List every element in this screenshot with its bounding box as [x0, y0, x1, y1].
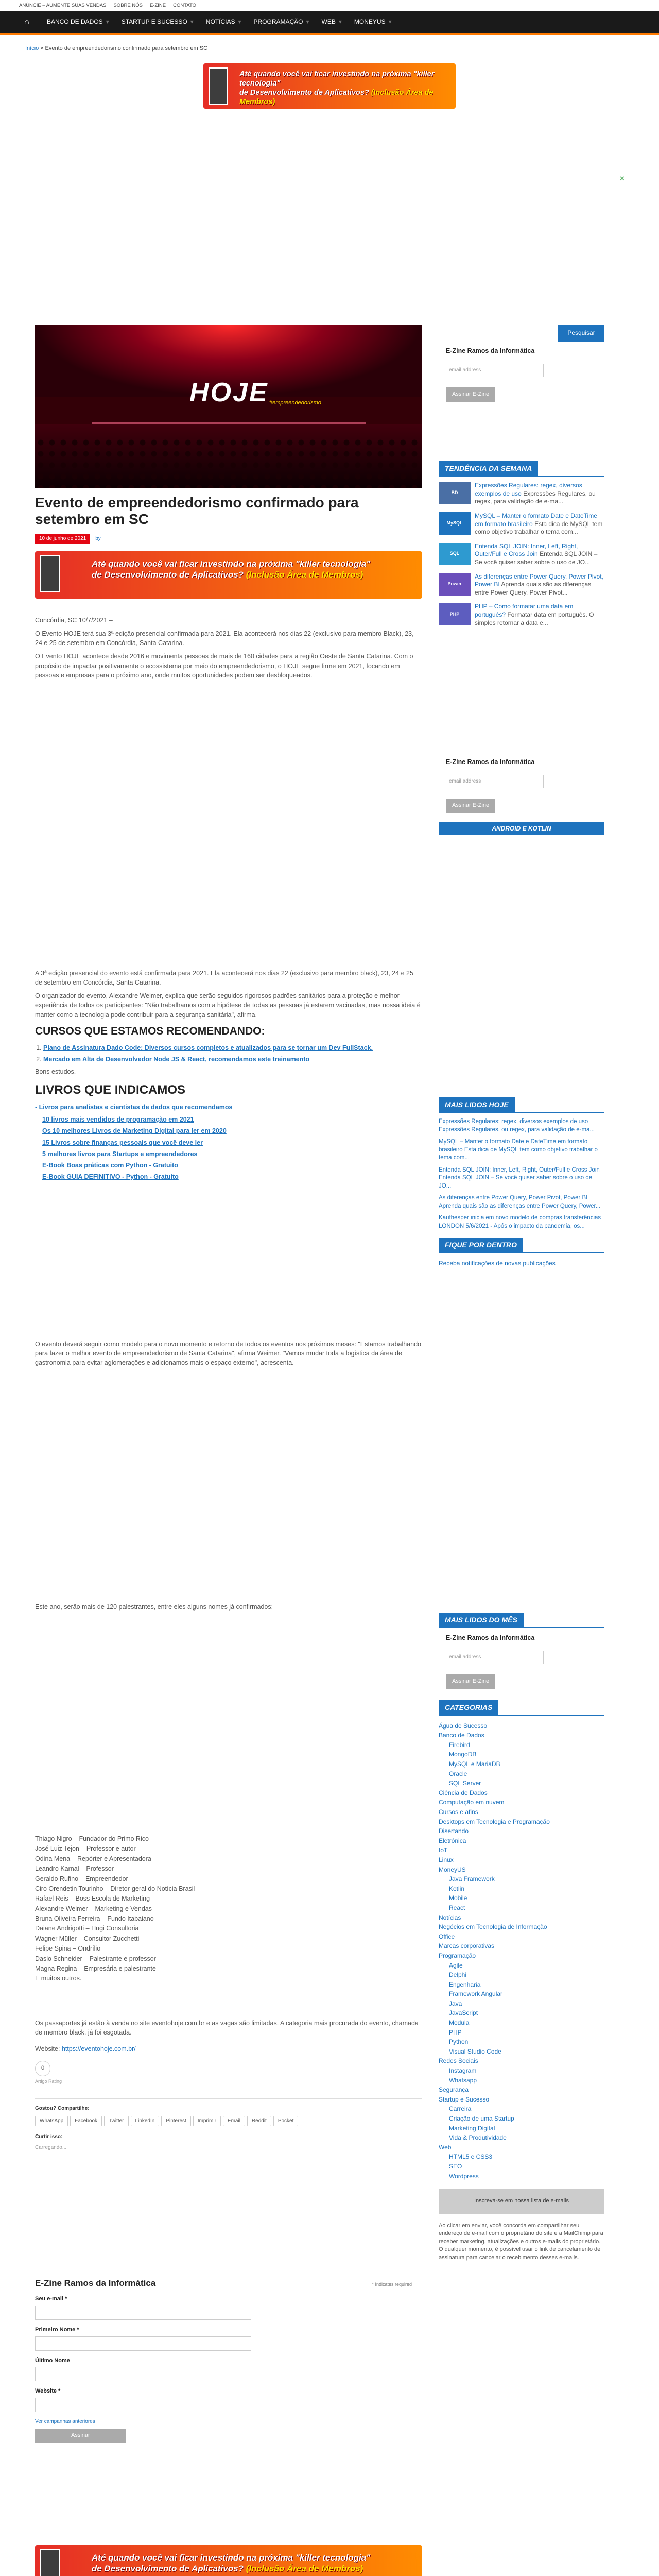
email-input[interactable]: email address: [446, 1651, 544, 1664]
ad-line-1: Até quando você vai ficar investindo na próxima "killer tecnologia": [239, 70, 435, 88]
speaker-item: José Luiz Tejon – Professor e autor: [35, 1845, 136, 1853]
share-buttons: [35, 2116, 422, 2127]
speaker-item: Wagner Müller – Consultor Zucchetti: [35, 1935, 140, 1942]
share-button[interactable]: LinkedIn: [131, 2116, 160, 2127]
ad-line-2: de Desenvolvimento de Aplicativos?: [92, 2564, 244, 2574]
post-date: 10 de junho de 2021: [35, 534, 90, 544]
trend-title-link[interactable]: As diferenças entre Power Query, Power Pivot, Power BI: [475, 572, 603, 588]
ad-line-2: de Desenvolvimento de Aplicativos?: [92, 570, 244, 580]
list-item: [43, 1055, 422, 1064]
list-item: [42, 1126, 422, 1136]
featured-image: [35, 325, 422, 488]
category-item[interactable]: IoT: [439, 1846, 448, 1854]
website-field[interactable]: [35, 2398, 251, 2412]
mais-lidos-title: MAIS LIDOS HOJE: [439, 1097, 515, 1112]
speaker-item: E muitos outros.: [35, 1975, 82, 1982]
category-item[interactable]: Criação de uma Startup: [449, 2115, 514, 2122]
courses-list: [35, 1043, 422, 1064]
mais-lidos-widget: [439, 1097, 604, 1268]
category-item[interactable]: Instagram: [449, 2067, 477, 2075]
subscribe-button[interactable]: Assinar E-Zine: [446, 387, 495, 402]
courses-heading: CURSOS QUE ESTAMOS RECOMENDANDO:: [35, 1025, 265, 1037]
post-author[interactable]: by: [95, 536, 101, 541]
widget-title-bar: [439, 461, 604, 477]
topbar-link-contato[interactable]: CONTATO: [173, 2, 196, 8]
list-item: [42, 1161, 422, 1170]
nav-startup[interactable]: [115, 11, 200, 33]
speaker-item: Thiago Nigro – Fundador do Primo Rico: [35, 1835, 149, 1842]
category-item[interactable]: Cursos e afins: [439, 1808, 478, 1816]
trend-title-link[interactable]: Entenda SQL JOIN: Inner, Left, Right, Outer/Full e Cross Join: [475, 542, 578, 558]
post-body-tickets: [35, 2019, 422, 2151]
list-item: [43, 1043, 422, 1053]
books-list: [35, 1115, 422, 1181]
category-item[interactable]: Wordpress: [449, 2172, 479, 2180]
last-name-label: Último Nome: [35, 2357, 70, 2364]
ad-highlight: (Inclusão Área de Membros): [246, 2564, 363, 2574]
category-item[interactable]: Modula: [449, 2019, 470, 2027]
speaker-item: Leandro Karnal – Professor: [35, 1865, 114, 1873]
speaker-item: Odina Mena – Repórter e Apresentadora: [35, 1855, 151, 1862]
like-label: Curtir isso:: [35, 2134, 63, 2140]
speaker-item: Alexandre Weimer – Marketing e Vendas: [35, 1905, 152, 1912]
category-item[interactable]: Linux: [439, 1856, 454, 1863]
mais-lidos-item[interactable]: As diferenças entre Power Query, Power Pivot, Power BI Aprenda quais são as diferenças entre Power Query, Power...: [439, 1195, 601, 1209]
book-link[interactable]: E-Book GUIA DEFINITIVO - Python - Gratuito: [42, 1173, 179, 1180]
subscribe-button[interactable]: Assinar E-Zine: [446, 799, 495, 813]
categories-title: CATEGORIAS: [439, 1700, 498, 1715]
ad-highlight: (Inclusão Área de Membros): [239, 89, 433, 107]
breadcrumb-home[interactable]: Início: [25, 45, 39, 52]
category-item[interactable]: MoneyUS: [439, 1866, 466, 1873]
category-item[interactable]: Mobile: [449, 1894, 467, 1902]
books-heading: LIVROS QUE INDICAMOS: [35, 1083, 186, 1097]
ad-choices-icon[interactable]: ✕: [619, 175, 625, 182]
widget-heading: E-Zine Ramos da Informática: [446, 347, 535, 354]
trend-excerpt: Formatar data em português. O simples retornar a data e...: [475, 611, 594, 626]
thumbnail-image: SQL: [439, 543, 471, 565]
widget-title-bar: [439, 1613, 604, 1628]
category-item[interactable]: Desktops em Tecnologia e Programação: [439, 1818, 550, 1825]
topbar-link-sobre[interactable]: SOBRE NÓS: [113, 2, 143, 8]
chevron-down-icon: ▾: [388, 18, 392, 26]
trend-title: TENDÊNCIA DA SEMANA: [439, 461, 538, 476]
trend-excerpt: Expressões Regulares, ou regex, para validação de e-ma...: [475, 489, 596, 505]
nav-label: MONEYUS: [354, 18, 386, 26]
category-item[interactable]: Engenharia: [449, 1980, 481, 1988]
ad-highlight: (Inclusão Área de Membros): [246, 570, 363, 580]
ad-line-1: Até quando você vai ficar investindo na próxima "killer tecnologia": [92, 559, 371, 569]
thumbnail-image: MySQL: [439, 512, 471, 535]
first-name-field[interactable]: [35, 2336, 251, 2351]
paragraph: A 3ª edição presencial do evento está confirmada para 2021. Ela acontecerá nos dias 22 (exclusivo para membro black), 23, 24 e 25 de setembro em Concórdia, Santa Catarina.: [35, 970, 413, 987]
speakers-list: [35, 1834, 422, 1984]
category-item[interactable]: Programação: [439, 1952, 476, 1959]
thumbnail-image: Power: [439, 573, 471, 596]
speaker-item: Daiane Andrigotti – Hugi Consultoria: [35, 1925, 139, 1933]
category-item[interactable]: JavaScript: [449, 2009, 478, 2017]
chevron-down-icon: ▾: [306, 18, 309, 26]
top-ad-banner[interactable]: [203, 63, 456, 109]
list-item: [42, 1149, 422, 1159]
book-link[interactable]: Os 10 melhores Livros de Marketing Digital para ler em 2020: [42, 1127, 227, 1135]
category-item[interactable]: Negócios em Tecnologia de Informação: [439, 1923, 547, 1931]
category-item[interactable]: Disertando: [439, 1827, 469, 1835]
rating-count: 0: [41, 2065, 45, 2072]
chevron-down-icon: ▾: [190, 18, 194, 26]
mais-lidos-list: [439, 1118, 604, 1230]
share-button[interactable]: Imprimir: [193, 2116, 221, 2127]
nav-label: PROGRAMAÇÃO: [253, 18, 303, 26]
paragraph: Os passaportes já estão à venda no site eventohoje.com.br e as vagas são limitadas. A categoria mais procurada do evento, chamada de membro black, já foi esgotada.: [35, 2020, 419, 2037]
category-item[interactable]: Python: [449, 2038, 469, 2046]
category-item[interactable]: Delphi: [449, 1971, 467, 1979]
nav-banco-de-dados[interactable]: [41, 11, 115, 33]
required-note: * Indicates required: [372, 2282, 412, 2287]
category-item[interactable]: Segurança: [439, 2086, 469, 2094]
nav-web[interactable]: [316, 11, 348, 33]
share-label: Gostou? Compartilhe:: [35, 2106, 90, 2112]
category-item[interactable]: Banco de Dados: [439, 1732, 484, 1739]
trend-title-link[interactable]: Expressões Regulares: regex, diversos exemplos de uso: [475, 482, 582, 497]
ezine-widget: [439, 346, 604, 402]
category-item[interactable]: Framework Angular: [449, 1990, 503, 1998]
event-logo: HOJE: [189, 378, 269, 408]
category-item[interactable]: Office: [439, 1933, 455, 1940]
bottom-inline-ad-banner[interactable]: [35, 2545, 422, 2576]
mais-lidos-item[interactable]: Entenda SQL JOIN: Inner, Left, Right, Outer/Full e Cross Join Entenda SQL JOIN – Se você quiser saber sobre o uso de JO...: [439, 1166, 600, 1189]
trend-list: [439, 482, 604, 627]
trend-text: [475, 512, 604, 536]
thumbnail-image: PHP: [439, 603, 471, 625]
paragraph: O evento deverá seguir como modelo para o novo momento e retorno de todos os eventos nos próximos meses: "Estamos trabalhando para fazer o melhor evento de empreendedorismo de Santa Catarina", afirma Weimer. "Vamos mudar toda a logística da área de gastronomia para evitar aglomerações e adicionamos mais o espaço externo", acrescenta.: [35, 1341, 421, 1367]
breadcrumb: [19, 45, 640, 53]
topbar-link-anuncie[interactable]: ANÚNCIE – AUMENTE SUAS VENDAS: [19, 2, 107, 8]
trend-widget: [439, 461, 604, 633]
speaker-item: Geraldo Rufino – Empreendedor: [35, 1875, 128, 1883]
ebook-cover-image: [40, 555, 60, 592]
category-item[interactable]: SEO: [449, 2162, 462, 2170]
subscribe-button[interactable]: Assinar E-Zine: [446, 1674, 495, 1689]
book-link[interactable]: 15 Livros sobre finanças pessoais que você deve ler: [42, 1139, 203, 1146]
category-item[interactable]: Eletrônica: [439, 1837, 466, 1844]
main-navigation: [0, 11, 659, 35]
trend-item[interactable]: [439, 543, 604, 567]
home-icon[interactable]: ⌂: [24, 18, 29, 27]
category-item[interactable]: PHP: [449, 2028, 462, 2036]
share-button[interactable]: Pocket: [273, 2116, 299, 2127]
android-title: ANDROID E KOTLIN: [439, 822, 604, 835]
mais-lidos-item[interactable]: Kaufhesper inicia em novo modelo de compras transferências LONDON 5/6/2021 - Após o impacto da pandemia, os...: [439, 1215, 601, 1229]
category-item[interactable]: Java: [449, 1999, 462, 2007]
ezine-form: [439, 1633, 604, 1689]
email-field[interactable]: [35, 2306, 251, 2320]
book-link[interactable]: 10 livros mais vendidos de programação em 2021: [42, 1116, 194, 1124]
form-title: E-Zine Ramos da Informática: [35, 2278, 156, 2288]
search-button[interactable]: Pesquisar: [558, 325, 604, 342]
category-item[interactable]: HTML5 e CSS3: [449, 2153, 493, 2161]
category-item[interactable]: Agile: [449, 1961, 463, 1969]
trend-item[interactable]: [439, 603, 604, 627]
inline-ad-banner[interactable]: [35, 551, 422, 599]
speaker-item: Magna Regina – Empresária e palestrante: [35, 1964, 156, 1972]
speaker-item: Daslo Schneider – Palestrante e professor: [35, 1955, 156, 1962]
speaker-item: Bruna Oliveira Ferreira – Fundo Itabaiano: [35, 1915, 154, 1922]
ad-line-2: de Desenvolvimento de Aplicativos?: [239, 89, 369, 97]
speaker-item: Rafael Reis – Boss Escola de Marketing: [35, 1895, 150, 1903]
trend-item[interactable]: [439, 512, 604, 536]
topbar-link-ezine[interactable]: E-ZINE: [149, 2, 166, 8]
category-item[interactable]: Startup e Sucesso: [439, 2095, 490, 2103]
books-intro-link[interactable]: - Livros para analistas e cientistas de dados que recomendamos: [35, 1104, 233, 1111]
nav-label: STARTUP E SUCESSO: [121, 18, 187, 26]
category-item[interactable]: Visual Studio Code: [449, 2047, 501, 2055]
email-label: Seu e-mail *: [35, 2295, 67, 2302]
category-item[interactable]: Notícias: [439, 1913, 461, 1921]
event-logo-sub: #empreendedorismo: [269, 400, 321, 406]
post-body-main: [35, 969, 422, 1183]
email-input[interactable]: email address: [446, 775, 544, 788]
past-campaigns-link[interactable]: Ver campanhas anteriores: [35, 2419, 95, 2425]
nav-label: BANCO DE DADOS: [47, 18, 103, 26]
first-name-label: Primeiro Nome *: [35, 2326, 79, 2333]
notifications-link[interactable]: Receba notificações de novas publicações: [439, 1259, 556, 1267]
category-item[interactable]: Ciência de Dados: [439, 1789, 488, 1797]
course-link[interactable]: Plano de Assinatura Dado Code: Diversos cursos completos e atualizados para se tornar um Dev FullStack.: [43, 1044, 373, 1052]
categories-list: [439, 1721, 604, 2181]
paragraph: Bons estudos.: [35, 1068, 76, 1076]
breadcrumb-separator: »: [40, 45, 44, 52]
category-item[interactable]: Água de Sucesso: [439, 1722, 488, 1730]
share-button[interactable]: Reddit: [247, 2116, 271, 2127]
sidebar: [439, 325, 604, 402]
list-item: [42, 1115, 422, 1124]
share-button[interactable]: Pinterest: [161, 2116, 190, 2127]
paragraph: Concórdia, SC 10/7/2021 –: [35, 617, 113, 624]
ezine-form: [439, 757, 604, 813]
fique-title: FIQUE POR DENTRO: [439, 1238, 523, 1252]
ad-line-1: Até quando você vai ficar investindo na próxima "killer tecnologia": [92, 2553, 371, 2563]
category-item[interactable]: Web: [439, 2143, 452, 2151]
trend-text: [475, 573, 604, 597]
rating-label: Artigo Rating: [35, 2079, 62, 2084]
trend-excerpt: Esta dica de MySQL tem como objetivo trabalhar o tema com...: [475, 520, 603, 536]
website-link[interactable]: https://eventohoje.com.br/: [61, 2045, 136, 2053]
widget-title-bar: [439, 1097, 604, 1113]
nav-moneyus[interactable]: [348, 11, 398, 33]
post-body-speakers-intro: [35, 1602, 422, 1616]
share-button[interactable]: WhatsApp: [35, 2116, 68, 2127]
newsletter-form: [35, 2277, 422, 2443]
trend-text: [475, 603, 604, 627]
speaker-item: Ciro Orendetin Tourinho – Diretor-geral do Notícia Brasil: [35, 1885, 195, 1892]
paragraph: Este ano, serão mais de 120 palestrantes, entre eles alguns nomes já confirmados:: [35, 1603, 273, 1611]
category-item[interactable]: Whatsapp: [449, 2076, 477, 2084]
ad-text: [92, 558, 401, 581]
divider: [35, 2098, 422, 2099]
search-input[interactable]: [439, 325, 558, 342]
trend-text: [475, 543, 604, 567]
trend-excerpt: Aprenda quais são as diferenças entre Power Query, Power Pivot...: [475, 581, 592, 596]
category-item[interactable]: Marcas corporativas: [439, 1942, 495, 1950]
trend-text: [475, 482, 604, 506]
nav-programacao[interactable]: [248, 11, 316, 33]
widget-heading: E-Zine Ramos da Informática: [446, 1634, 535, 1642]
trend-excerpt: Entenda SQL JOIN – Se você quiser saber sobre o uso de JO...: [475, 550, 598, 566]
website-line: [35, 2044, 422, 2054]
speaker-item: Felipe Spina – Ondrílio: [35, 1945, 101, 1953]
category-item[interactable]: Computação em nuvem: [439, 1799, 505, 1806]
website-label: Website *: [35, 2388, 61, 2395]
list-item: [42, 1172, 422, 1181]
paragraph: O Evento HOJE acontece desde 2016 e movimenta pessoas de mais de 160 cidades para a região Oeste de Santa Catarina. Com o propósito de impactar positivamente o ecossistema por meio do empreendedorismo, o HOJE segue firme em 2021, focando em pessoas e empresas para o próximo ano, onde muitos oportunidades podem ser desbloqueados.: [35, 653, 413, 679]
chevron-down-icon: ▾: [238, 18, 241, 26]
website-label: Website:: [35, 2045, 60, 2053]
widget-heading: E-Zine Ramos da Informática: [446, 758, 535, 766]
list-item: [42, 1138, 422, 1147]
category-item[interactable]: Kotlin: [449, 1885, 465, 1892]
mais-mes-title: MAIS LIDOS DO MÊS: [439, 1613, 524, 1627]
paragraph: O Evento HOJE terá sua 3ª edição presencial confirmada para 2021. Ela acontecerá nos dias 22 (exclusivo para membro Black), 23, 24 e 25 de setembro em Concórdia, Santa Catarina.: [35, 630, 414, 647]
post-title: Evento de empreendedorismo confirmado para setembro em SC: [35, 495, 359, 528]
ad-text: [92, 2552, 401, 2574]
ezine-widget-2: [439, 757, 604, 835]
post-body-intro: [35, 616, 422, 684]
nav-label: NOTÍCIAS: [205, 18, 235, 26]
share-button[interactable]: Facebook: [70, 2116, 102, 2127]
category-item[interactable]: Carreira: [449, 2105, 472, 2113]
ebook-cover-image: [40, 2549, 60, 2576]
ezine-signup-button[interactable]: Inscreva-se em nossa lista de e-mails: [439, 2189, 604, 2214]
category-item[interactable]: Firebird: [449, 1741, 470, 1749]
category-item[interactable]: Marketing Digital: [449, 2124, 495, 2132]
course-link[interactable]: Mercado em Alta de Desenvolvedor Node JS & React, recomendamos este treinamento: [43, 1056, 310, 1063]
thumbnail-image: BD: [439, 482, 471, 504]
chevron-down-icon: ▾: [106, 18, 109, 26]
share-button[interactable]: Email: [223, 2116, 245, 2127]
subscribe-button[interactable]: Assinar: [35, 2429, 126, 2443]
breadcrumb-current: Evento de empreendedorismo confirmado para setembro em SC: [45, 45, 208, 52]
mais-mes-widget: [439, 1613, 604, 2262]
category-item[interactable]: React: [449, 1904, 465, 1911]
trend-title-link[interactable]: MySQL – Manter o formato Date e DateTime em formato brasileiro: [475, 512, 597, 528]
top-bar: [0, 0, 659, 11]
ebook-cover-image: [209, 67, 228, 105]
rating-widget[interactable]: [35, 2061, 50, 2076]
nav-noticias[interactable]: [200, 11, 248, 33]
last-name-field[interactable]: [35, 2367, 251, 2381]
nav-label: WEB: [321, 18, 336, 26]
category-item[interactable]: MySQL e MariaDB: [449, 1760, 500, 1768]
category-item[interactable]: Oracle: [449, 1770, 467, 1777]
trend-title-link[interactable]: PHP – Como formatar uma data em português?: [475, 603, 574, 619]
ezine-disclaimer: Ao clicar em enviar, você concorda em compartilhar seu endereço de e-mail com o proprietário do site e a MailChimp para receber marketing, atualizações e outros e-mails do proprietário. O qualquer momento, é possível usar o link de cancelamento de assinatura para cancelar o recebimento desses e-mails.: [439, 2223, 603, 2261]
share-button[interactable]: Twitter: [104, 2116, 128, 2127]
audience-heads: [35, 437, 422, 488]
book-link[interactable]: 5 melhores livros para Startups e empreendedores: [42, 1150, 198, 1158]
category-item[interactable]: Redes Sociais: [439, 2057, 478, 2065]
category-item[interactable]: MongoDB: [449, 1751, 477, 1758]
category-item[interactable]: Java Framework: [449, 1875, 495, 1883]
ad-text: [239, 70, 445, 107]
category-item[interactable]: SQL Server: [449, 1780, 481, 1787]
trend-item[interactable]: [439, 573, 604, 597]
like-loading: Carregando...: [35, 2144, 67, 2150]
category-item[interactable]: Vida & Produtividade: [449, 2134, 507, 2142]
chevron-down-icon: ▾: [338, 18, 342, 26]
email-input[interactable]: email address: [446, 364, 544, 377]
paragraph: O organizador do evento, Alexandre Weimer, explica que serão seguidos rigorosos padrões sanitários para a proteção e melhor experiência de todos os participantes: "Não trabalhamos com a hipótese de todas as pessoas já estarem vacinadas, mas nossa ideia é manter como a tecnologia pode contribuir para a segurança sanitária", afirma.: [35, 992, 421, 1019]
post-body-cont: [35, 1340, 422, 1371]
widget-title-bar: [439, 1238, 604, 1253]
trend-item[interactable]: [439, 482, 604, 506]
widget-title-bar: [439, 1700, 604, 1716]
search-widget: [439, 325, 604, 342]
mais-lidos-item[interactable]: Expressões Regulares: regex, diversos exemplos de uso Expressões Regulares, ou regex, para validação de e-ma...: [439, 1118, 595, 1133]
book-link[interactable]: E-Book Boas práticas com Python - Gratuito: [42, 1161, 178, 1169]
mais-lidos-item[interactable]: MySQL – Manter o formato Date e DateTime em formato brasileiro Esta dica de MySQL tem como objetivo trabalhar o tema com...: [439, 1139, 598, 1161]
